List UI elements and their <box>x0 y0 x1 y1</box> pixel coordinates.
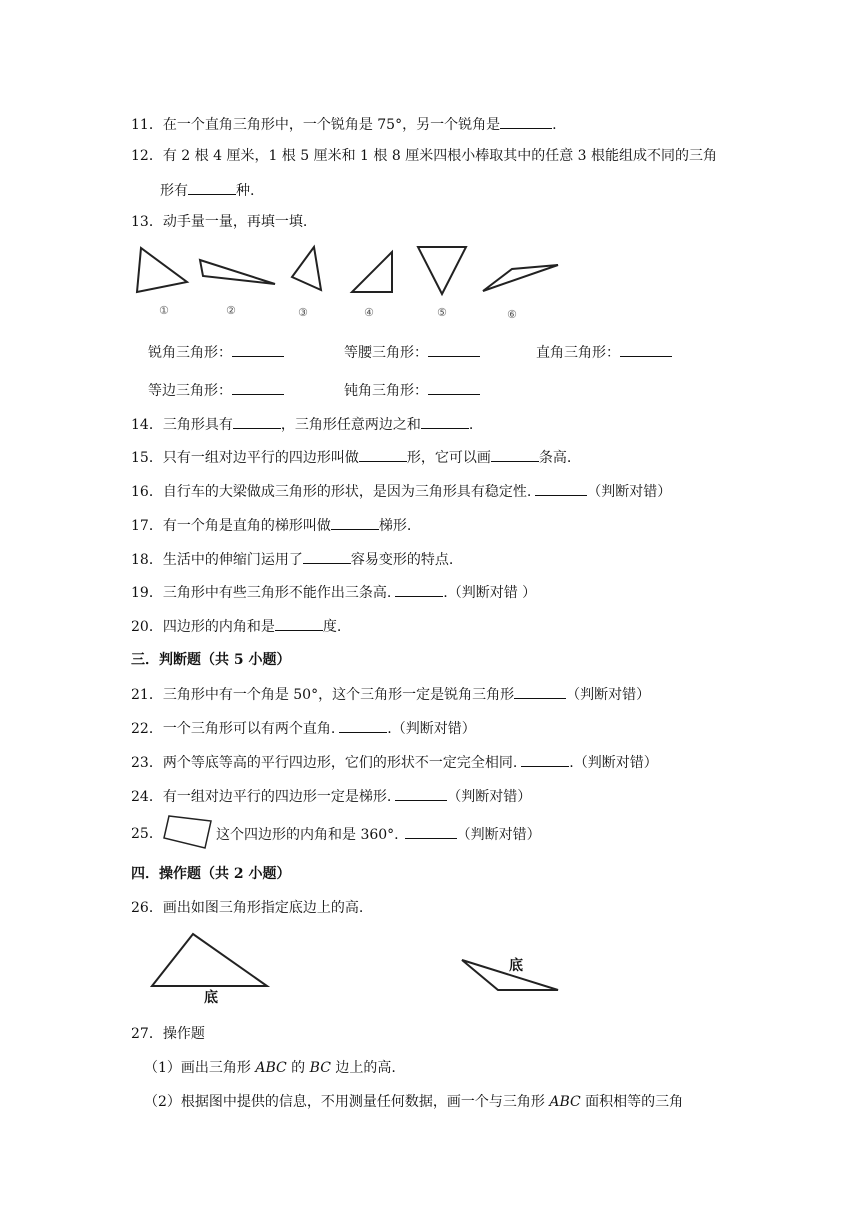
question-number: 24． <box>131 789 163 805</box>
triangle-5 <box>418 247 466 294</box>
obtuse-triangle-answer: 钝角三角形： <box>344 380 480 401</box>
question-13 <box>131 212 307 232</box>
question-number: 19． <box>131 585 163 601</box>
shape-label-1: ① <box>159 304 169 317</box>
question-24: 24．有一组对边平行的四边形一定是梯形. （判断对错） <box>131 786 531 807</box>
answer-blank[interactable] <box>233 414 281 429</box>
answer-blank[interactable] <box>620 342 672 357</box>
question-18: 18．生活中的伸缩门运用了 容易变形的特点. <box>131 549 453 570</box>
triangles-figure <box>130 240 570 300</box>
base-label-right: 底 <box>509 958 523 974</box>
question-number: 23． <box>131 755 163 771</box>
base-label-left: 底 <box>204 990 218 1006</box>
triangle-2 <box>200 260 275 284</box>
answer-blank[interactable] <box>514 684 566 699</box>
question-26 <box>131 898 363 918</box>
answer-blank[interactable] <box>232 380 284 395</box>
quadrilateral-figure <box>161 812 215 852</box>
question-number: 13． <box>131 214 163 230</box>
question-number: 26． <box>131 900 163 916</box>
question-25-number: 25． <box>131 826 163 842</box>
answer-blank[interactable] <box>395 582 443 597</box>
section-4-heading: 四．操作题（共 2 小题） <box>131 866 291 882</box>
question-number: 12． <box>131 148 163 164</box>
answer-blank[interactable] <box>331 515 379 530</box>
shape-label-6: ⑥ <box>507 308 517 321</box>
question-text: 在一个直角三角形中，一个锐角是 75°，另一个锐角是 <box>162 117 501 133</box>
question-number: 20． <box>131 619 163 635</box>
question-27-part-2: （2）根据图中提供的信息，不用测量任何数据，画一个与三角形 ABC 面积相等的三角 <box>144 1094 684 1110</box>
section-3-heading: 三．判断题（共 5 小题） <box>131 652 291 668</box>
answer-blank[interactable] <box>521 752 569 767</box>
answer-blank[interactable] <box>405 824 457 839</box>
shape-label-3: ③ <box>298 306 308 319</box>
question-19: 19．三角形中有些三角形不能作出三条高. .（判断对错 ） <box>131 582 536 603</box>
question-27 <box>131 1024 205 1044</box>
triangle-6 <box>483 265 558 291</box>
question-number: 21． <box>131 687 163 703</box>
answer-blank[interactable] <box>491 447 539 462</box>
question-20: 20．四边形的内角和是 度. <box>131 616 341 637</box>
question-number: 18． <box>131 552 163 568</box>
acute-triangle-answer: 锐角三角形： <box>148 342 284 363</box>
question-number: 27． <box>131 1026 163 1042</box>
answer-blank[interactable] <box>188 180 236 195</box>
answer-blank[interactable] <box>428 342 480 357</box>
question-21: 21．三角形中有一个角是 50°，这个三角形一定是锐角三角形 （判断对错） <box>131 684 650 705</box>
isosceles-triangle-answer: 等腰三角形： <box>344 342 480 363</box>
answer-blank[interactable] <box>339 718 387 733</box>
equilateral-triangle-answer: 等边三角形： <box>148 380 284 401</box>
triangle-3 <box>292 247 321 290</box>
question-22: 22．一个三角形可以有两个直角. .（判断对错） <box>131 718 476 739</box>
shape-label-5: ⑤ <box>437 306 447 319</box>
question-text: 画出如图三角形指定底边上的高. <box>162 900 364 916</box>
question-27-part-1: （1）画出三角形 ABC 的 BC 边上的高. <box>144 1060 396 1076</box>
answer-blank[interactable] <box>535 481 587 496</box>
triangle-1 <box>137 248 187 292</box>
question-number: 15． <box>131 450 163 466</box>
question-text: 动手量一量，再填一填. <box>162 214 308 230</box>
answer-blank[interactable] <box>395 786 447 801</box>
question-12-cont: 形有 种. <box>160 180 254 201</box>
triangle-4 <box>352 252 392 292</box>
question-number: 11． <box>131 117 163 133</box>
question-14: 14．三角形具有 ，三角形任意两边之和 . <box>131 414 473 435</box>
question-number: 14． <box>131 417 163 433</box>
answer-blank[interactable] <box>303 549 351 564</box>
answer-blank[interactable] <box>428 380 480 395</box>
question-text: 有 2 根 4 厘米，1 根 5 厘米和 1 根 8 厘米四根小棒取其中的任意 3 根能组成不同的三角 <box>162 148 718 164</box>
right-triangle-answer: 直角三角形： <box>536 342 672 363</box>
question-15: 15．只有一组对边平行的四边形叫做 形，它可以画 条高. <box>131 447 571 468</box>
question-17: 17．有一个角是直角的梯形叫做 梯形. <box>131 515 411 536</box>
answer-blank[interactable] <box>421 414 469 429</box>
question-25: 这个四边形的内角和是 360°. （判断对错） <box>216 824 541 845</box>
question-12 <box>131 146 717 166</box>
question-16: 16．自行车的大梁做成三角形的形状，是因为三角形具有稳定性. （判断对错） <box>131 481 671 502</box>
question-number: 22． <box>131 721 163 737</box>
shape-label-4: ④ <box>364 306 374 319</box>
question-23: 23．两个等底等高的平行四边形，它们的形状不一定完全相同. .（判断对错） <box>131 752 658 773</box>
question-text: 操作题 <box>162 1026 205 1042</box>
question-11: 11．在一个直角三角形中，一个锐角是 75°，另一个锐角是 . <box>131 114 557 135</box>
answer-blank[interactable] <box>232 342 284 357</box>
answer-blank[interactable] <box>275 616 323 631</box>
question-number: 17． <box>131 518 163 534</box>
answer-blank[interactable] <box>500 114 552 129</box>
shape-label-2: ② <box>226 304 236 317</box>
question-number: 16． <box>131 484 163 500</box>
answer-blank[interactable] <box>359 447 407 462</box>
